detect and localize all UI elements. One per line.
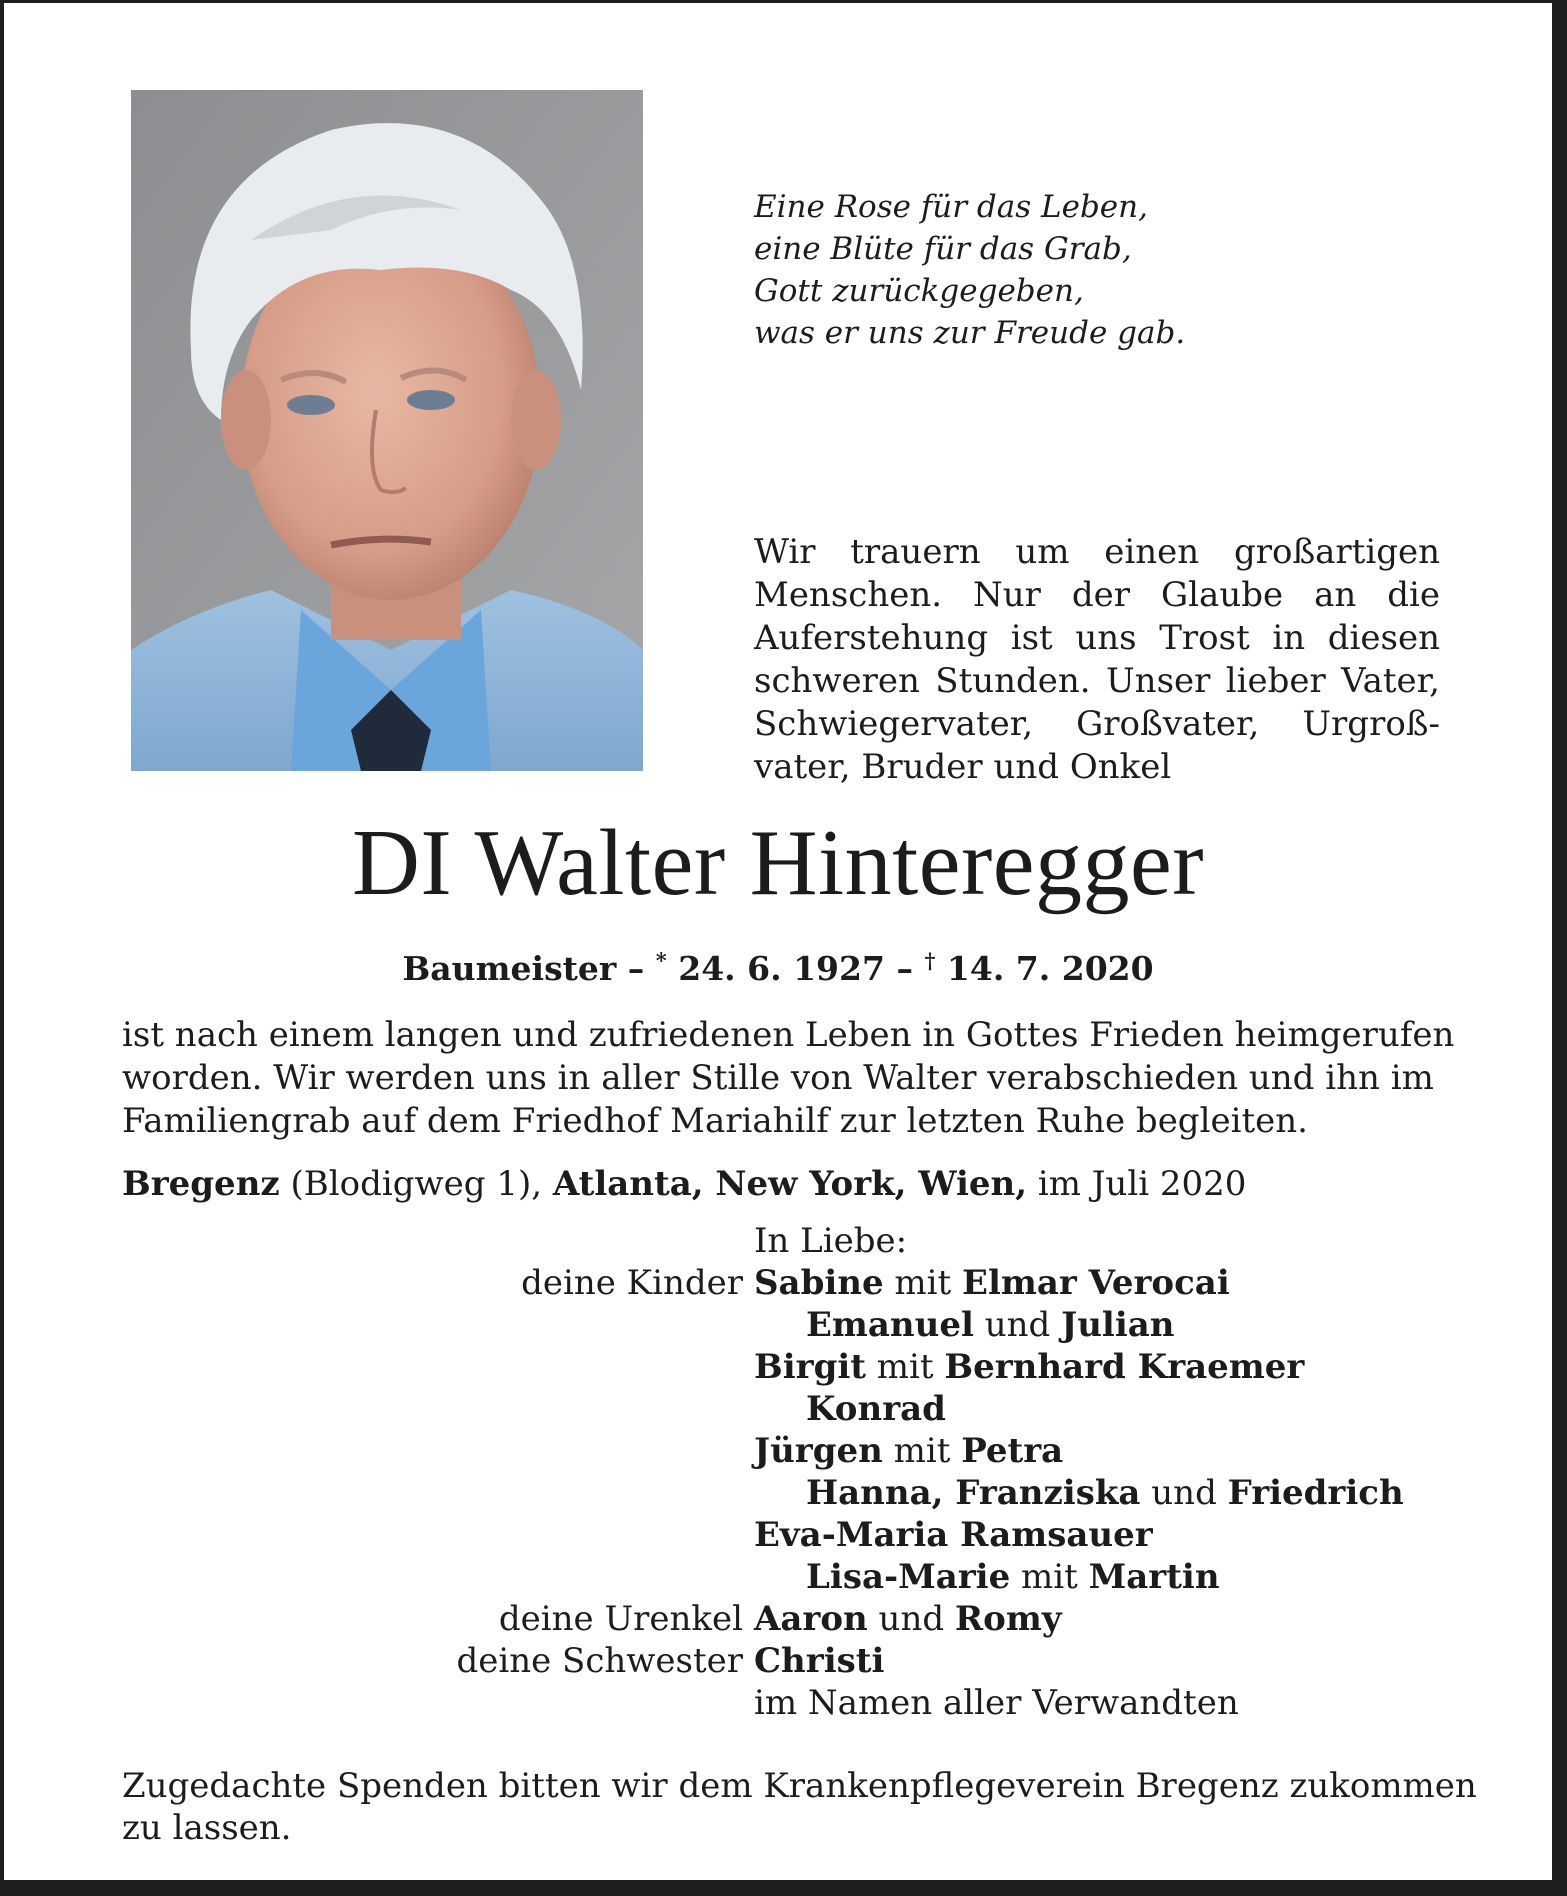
- list-item: [4, 1346, 1552, 1388]
- mourner-names: Aaron und Romy: [754, 1599, 1062, 1639]
- intro-line: Menschen. Nur der Glaube an die: [754, 575, 1440, 615]
- list-item: [4, 1430, 1552, 1472]
- mourners-heading: In Liebe:: [754, 1221, 908, 1261]
- list-item: [4, 1388, 1552, 1430]
- obituary-page: [4, 3, 1552, 1880]
- mourner-names: Emanuel und Julian: [806, 1305, 1175, 1345]
- announcement-line: worden. Wir werden uns in aller Stille von Walter verabschieden und ihn im: [122, 1058, 1434, 1098]
- intro-line: vater, Bruder und Onkel: [754, 747, 1172, 787]
- poem: [754, 186, 1404, 354]
- birth-symbol: *: [655, 948, 667, 973]
- deceased-name: DI Walter Hinteregger: [351, 811, 1205, 915]
- list-item: [4, 1640, 1552, 1682]
- separator: –: [616, 949, 656, 988]
- list-item: [4, 1220, 1552, 1262]
- list-item: [4, 1262, 1552, 1304]
- place-date: im Juli 2020: [1027, 1164, 1247, 1204]
- intro-line: schweren Stunden. Unser lieber Vater,: [754, 661, 1440, 701]
- poem-line: eine Blüte für das Grab,: [754, 231, 1132, 267]
- donation-line: zu lassen.: [122, 1808, 292, 1848]
- mourner-names: Jürgen mit Petra: [754, 1431, 1064, 1471]
- donation-line: Zugedachte Spenden bitten wir dem Krankenpflegeverein Bregenz zukommen: [122, 1766, 1477, 1806]
- donation-note: [122, 1765, 1477, 1849]
- intro-line: Schwiegervater, Großvater, Urgroß-: [754, 704, 1440, 744]
- list-item: [4, 1556, 1552, 1598]
- poem-line: was er uns zur Freude gab.: [754, 315, 1186, 351]
- mourner-names: Christi: [754, 1641, 885, 1681]
- mourner-names: Eva-Maria Ramsauer: [754, 1515, 1153, 1555]
- place-others: Atlanta, New York, Wien,: [552, 1164, 1028, 1204]
- intro-line: Auferstehung ist uns Trost in diesen: [754, 618, 1440, 658]
- list-item: [4, 1514, 1552, 1556]
- birth-date: 24. 6. 1927: [666, 949, 885, 988]
- relation-label: deine Schwester: [456, 1641, 743, 1681]
- mourners-list: [4, 1220, 1552, 1724]
- list-item: [4, 1472, 1552, 1514]
- place-address: (Blodigweg 1),: [279, 1164, 553, 1204]
- relation-label: deine Urenkel: [498, 1599, 743, 1639]
- separator: –: [884, 949, 925, 988]
- life-dates: [4, 939, 1552, 991]
- profession: Baumeister: [402, 949, 617, 988]
- mourner-names: Hanna, Franziska und Friedrich: [806, 1473, 1404, 1513]
- intro-paragraph: [754, 531, 1440, 789]
- closing-line: im Namen aller Verwandten: [754, 1683, 1239, 1723]
- list-item: [4, 1682, 1552, 1724]
- list-item: [4, 1304, 1552, 1346]
- announcement-line: ist nach einem langen und zufriedenen Leben in Gottes Frieden heimgerufen: [122, 1015, 1455, 1055]
- relation-label: deine Kinder: [521, 1263, 743, 1303]
- portrait-photo: [131, 90, 643, 771]
- death-symbol: †: [924, 948, 936, 973]
- poem-line: Gott zurückgegeben,: [754, 273, 1084, 309]
- poem-line: Eine Rose für das Leben,: [754, 189, 1148, 225]
- place-city: Bregenz: [122, 1164, 280, 1204]
- mourner-names: Sabine mit Elmar Verocai: [754, 1263, 1230, 1303]
- mourner-names: Birgit mit Bernhard Kraemer: [754, 1347, 1305, 1387]
- announcement-line: Familiengrab auf dem Friedhof Mariahilf zur letzten Ruhe begleiten.: [122, 1101, 1308, 1141]
- list-item: [4, 1598, 1552, 1640]
- mourner-names: Konrad: [806, 1389, 946, 1429]
- intro-line: Wir trauern um einen großartigen: [754, 532, 1440, 572]
- death-date: 14. 7. 2020: [935, 949, 1154, 988]
- mourner-names: Lisa-Marie mit Martin: [806, 1557, 1220, 1597]
- announcement-text: [122, 1014, 1455, 1143]
- place-date-line: [122, 1163, 1452, 1206]
